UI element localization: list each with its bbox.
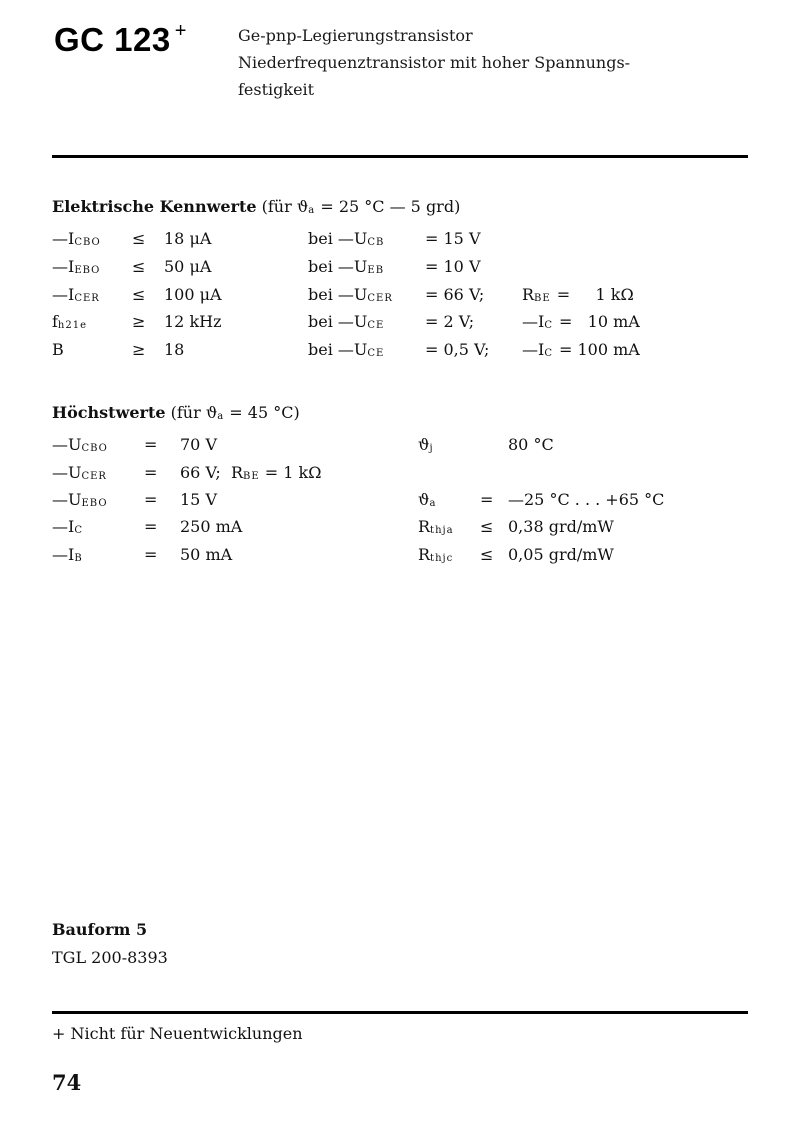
max-relation: = bbox=[144, 463, 158, 482]
param-value: 18 bbox=[164, 340, 185, 359]
condition-symbol-sub: CB bbox=[367, 237, 385, 248]
param-symbol-main: B bbox=[52, 340, 64, 359]
maximum-row bbox=[52, 517, 392, 539]
page-number: 74 bbox=[52, 1070, 82, 1095]
condition-value: = 0,5 V; bbox=[425, 340, 490, 359]
param-relation: ≤ bbox=[132, 285, 146, 304]
max-relation: = bbox=[144, 435, 158, 454]
max-symbol-main: —U bbox=[52, 463, 82, 482]
max-value bbox=[180, 545, 232, 564]
max-symbol bbox=[52, 435, 108, 454]
electrical-row bbox=[52, 340, 752, 362]
extra-condition-sub: BE bbox=[534, 293, 551, 304]
maximum-heading-cond-rest: = 45 °C) bbox=[224, 403, 300, 422]
max-value bbox=[180, 517, 242, 536]
description-line-2: Niederfrequenztransistor mit hoher Spannungs- bbox=[238, 53, 631, 72]
condition-symbol-main: bei —U bbox=[308, 312, 368, 331]
condition-symbol bbox=[308, 257, 384, 276]
maximum-heading-title: Höchstwerte bbox=[52, 403, 166, 422]
condition-value: = 10 V bbox=[425, 257, 481, 276]
max-value-main: 70 V bbox=[180, 435, 217, 454]
max-value: 0,38 grd/mW bbox=[508, 517, 614, 536]
param-value: 50 μA bbox=[164, 257, 212, 276]
max-relation: = bbox=[480, 490, 494, 509]
param-symbol-sub: CBO bbox=[74, 237, 101, 248]
param-symbol bbox=[52, 257, 100, 276]
param-symbol bbox=[52, 312, 87, 331]
maximum-row bbox=[52, 545, 392, 567]
max-value: 0,05 grd/mW bbox=[508, 545, 614, 564]
max-relation: = bbox=[144, 517, 158, 536]
electrical-row bbox=[52, 257, 752, 279]
max-value-sub: BE bbox=[243, 471, 260, 482]
electrical-heading-cond: (für ϑ bbox=[261, 197, 309, 216]
param-symbol-main: —I bbox=[52, 257, 75, 276]
type-footnote-mark: + bbox=[174, 20, 187, 42]
max-value bbox=[180, 435, 217, 454]
max-symbol-main: ϑ bbox=[418, 490, 430, 509]
max-symbol bbox=[418, 490, 436, 509]
extra-condition-symbol: R bbox=[522, 285, 535, 304]
max-symbol-sub: thjc bbox=[430, 553, 454, 564]
maximum-row bbox=[418, 490, 738, 512]
electrical-row bbox=[52, 229, 752, 251]
param-symbol-main: —I bbox=[52, 229, 75, 248]
condition-symbol bbox=[308, 229, 384, 248]
max-symbol bbox=[418, 435, 434, 454]
electrical-heading-cond-rest: = 25 °C — 5 grd) bbox=[315, 197, 461, 216]
condition-symbol-sub: EB bbox=[367, 265, 385, 276]
max-symbol-sub: thja bbox=[430, 525, 454, 536]
max-value-rest: = 1 kΩ bbox=[259, 463, 322, 482]
max-symbol-main: —I bbox=[52, 517, 75, 536]
extra-condition-value: = 1 kΩ bbox=[556, 285, 634, 304]
max-symbol-sub: B bbox=[74, 553, 83, 564]
max-value-main: 50 mA bbox=[180, 545, 233, 564]
maximum-row bbox=[52, 490, 392, 512]
max-symbol-sub: j bbox=[429, 443, 434, 454]
maximum-heading-sub: a bbox=[217, 411, 225, 422]
extra-condition bbox=[522, 340, 640, 359]
param-symbol bbox=[52, 229, 101, 248]
description-line-1: Ge-pnp-Legierungstransistor bbox=[238, 26, 473, 45]
maximum-row bbox=[52, 463, 392, 485]
max-value: —25 °C . . . +65 °C bbox=[508, 490, 665, 509]
condition-value: = 66 V; bbox=[425, 285, 485, 304]
maximum-row bbox=[418, 545, 738, 567]
condition-symbol bbox=[308, 312, 384, 331]
extra-condition-value: = 100 mA bbox=[558, 340, 640, 359]
condition-symbol bbox=[308, 340, 384, 359]
electrical-heading-title: Elektrische Kennwerte bbox=[52, 197, 257, 216]
param-relation: ≥ bbox=[132, 312, 146, 331]
param-value: 12 kHz bbox=[164, 312, 222, 331]
condition-symbol-main: bei —U bbox=[308, 257, 368, 276]
max-relation: = bbox=[144, 490, 158, 509]
param-value: 100 μA bbox=[164, 285, 222, 304]
max-symbol-main: ϑ bbox=[418, 435, 430, 454]
description-line-3: festigkeit bbox=[238, 80, 315, 99]
condition-symbol-sub: CER bbox=[367, 293, 393, 304]
max-symbol-main: —I bbox=[52, 545, 75, 564]
param-relation: ≥ bbox=[132, 340, 146, 359]
param-relation: ≤ bbox=[132, 229, 146, 248]
header-divider bbox=[52, 155, 748, 158]
max-symbol bbox=[52, 463, 107, 482]
param-relation: ≤ bbox=[132, 257, 146, 276]
footer-divider bbox=[52, 1011, 748, 1014]
max-symbol bbox=[52, 490, 108, 509]
condition-value: = 2 V; bbox=[425, 312, 475, 331]
electrical-heading bbox=[52, 197, 460, 216]
max-symbol-main: R bbox=[418, 517, 431, 536]
extra-condition-symbol: —I bbox=[522, 312, 545, 331]
max-relation: = bbox=[144, 545, 158, 564]
max-symbol-main: R bbox=[418, 545, 431, 564]
extra-condition-symbol: —I bbox=[522, 340, 545, 359]
max-value bbox=[180, 490, 217, 509]
max-value-main: 250 mA bbox=[180, 517, 243, 536]
param-value: 18 μA bbox=[164, 229, 212, 248]
param-symbol-main: —I bbox=[52, 285, 75, 304]
max-symbol-sub: C bbox=[74, 525, 83, 536]
condition-symbol-sub: CE bbox=[367, 348, 385, 359]
max-symbol bbox=[418, 545, 453, 564]
max-relation: ≤ bbox=[480, 545, 494, 564]
max-symbol bbox=[52, 545, 83, 564]
param-symbol-sub: h21e bbox=[57, 320, 88, 331]
extra-condition-sub: C bbox=[544, 320, 553, 331]
condition-symbol-main: bei —U bbox=[308, 285, 368, 304]
transistor-type-title bbox=[54, 20, 187, 59]
param-symbol-sub: EBO bbox=[74, 265, 101, 276]
extra-condition-value: = 10 mA bbox=[558, 312, 640, 331]
max-symbol-sub: CER bbox=[81, 471, 107, 482]
max-value-main: 15 V bbox=[180, 490, 217, 509]
extra-condition bbox=[522, 312, 640, 331]
maximum-heading bbox=[52, 403, 300, 422]
param-symbol-main: f bbox=[52, 312, 58, 331]
electrical-row bbox=[52, 285, 752, 307]
max-symbol bbox=[418, 517, 454, 536]
param-symbol bbox=[52, 285, 100, 304]
max-symbol-main: —U bbox=[52, 490, 82, 509]
condition-symbol-sub: CE bbox=[367, 320, 385, 331]
electrical-row bbox=[52, 312, 752, 334]
maximum-row bbox=[418, 435, 738, 457]
max-value bbox=[180, 463, 321, 482]
maximum-heading-cond: (für ϑ bbox=[170, 403, 218, 422]
type-name: GC 123 bbox=[54, 21, 171, 58]
condition-symbol-main: bei —U bbox=[308, 340, 368, 359]
tgl-standard: TGL 200-8393 bbox=[52, 948, 168, 967]
max-symbol bbox=[52, 517, 83, 536]
param-symbol-sub: CER bbox=[74, 293, 100, 304]
bauform-label: Bauform 5 bbox=[52, 920, 148, 939]
max-symbol-sub: EBO bbox=[81, 498, 108, 509]
max-symbol-main: —U bbox=[52, 435, 82, 454]
electrical-heading-sub: a bbox=[308, 205, 316, 216]
condition-value: = 15 V bbox=[425, 229, 481, 248]
maximum-row bbox=[52, 435, 392, 457]
max-symbol-sub: CBO bbox=[81, 443, 108, 454]
extra-condition bbox=[522, 285, 634, 304]
extra-condition-sub: C bbox=[544, 348, 553, 359]
max-relation: ≤ bbox=[480, 517, 494, 536]
footnote: + Nicht für Neuentwicklungen bbox=[52, 1024, 303, 1043]
condition-symbol-main: bei —U bbox=[308, 229, 368, 248]
maximum-row bbox=[418, 517, 738, 539]
max-value: 80 °C bbox=[508, 435, 554, 454]
max-symbol-sub: a bbox=[429, 498, 437, 509]
param-symbol bbox=[52, 340, 64, 359]
max-value-main: 66 V; R bbox=[180, 463, 243, 482]
condition-symbol bbox=[308, 285, 393, 304]
